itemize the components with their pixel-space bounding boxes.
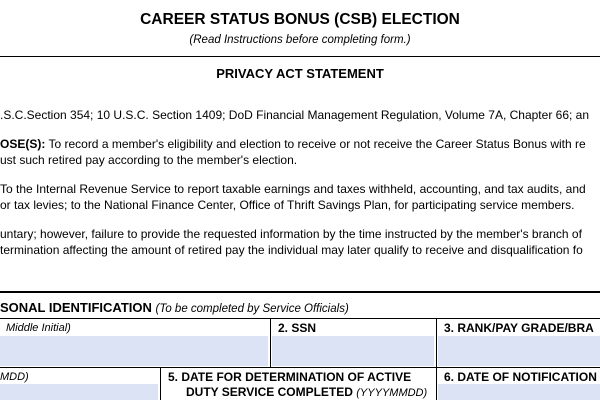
routine-uses-line-2: or tax levies; to the National Finance Center, Office of Thrift Savings Plan, for participating service members. <box>0 198 575 212</box>
ssn-field-label: 2. SSN <box>278 321 317 335</box>
cell-divider <box>436 318 437 400</box>
section-note: (To be completed by Service Officials) <box>155 303 349 315</box>
disclosure-line-1: untary; however, failure to provide the requested information by the time instructed by the member's branch of <box>0 227 582 241</box>
section-title-text: SONAL IDENTIFICATION <box>0 300 152 315</box>
routine-uses-line-1: To the Internal Revenue Service to report taxable earnings and taxes withheld, accounting, and tax audits, and <box>0 182 586 196</box>
notification-date-label: 6. DATE OF NOTIFICATION <box>444 370 597 384</box>
date-input[interactable] <box>0 384 158 400</box>
purpose-label: OSE(S): <box>0 137 46 151</box>
privacy-act-heading: PRIVACY ACT STATEMENT <box>216 66 384 81</box>
form-subtitle: (Read Instructions before completing form.) <box>189 34 411 46</box>
authority-text: .S.C.Section 354; 10 U.S.C. Section 1409; DoD Financial Management Regulation, Volume 7A, Chapter 66; an <box>0 108 590 122</box>
active-duty-label: 5. DATE FOR DETERMINATION OF ACTIVE <box>168 370 412 384</box>
name-field-label: Middle Initial) <box>6 322 71 334</box>
date-format-hint: (YYYYMMDD) <box>356 387 428 399</box>
section-title <box>0 300 349 315</box>
rank-input[interactable] <box>438 336 600 366</box>
purpose-text: To record a member's eligibility and election to receive or not receive the Career Status Bonus with re <box>45 137 586 151</box>
active-duty-label-line-2 <box>186 385 427 399</box>
date-field-label: MDD) <box>0 371 29 383</box>
rank-field-label: 3. RANK/PAY GRADE/BRA <box>444 321 594 335</box>
purpose-line-2: ust such retired pay according to the member's election. <box>0 153 298 167</box>
form-title: CAREER STATUS BONUS (CSB) ELECTION <box>140 11 460 28</box>
table-top-border <box>0 318 600 319</box>
active-duty-label-text: DUTY SERVICE COMPLETED <box>186 385 353 399</box>
disclosure-line-2: termination affecting the amount of retired pay the individual may later qualify to receive and disqualification fo <box>0 243 583 257</box>
cell-divider <box>270 318 271 367</box>
cell-divider <box>160 367 161 400</box>
ssn-input[interactable] <box>272 336 434 366</box>
section-divider <box>0 291 600 293</box>
notification-date-input[interactable] <box>438 384 600 400</box>
table-row-border <box>0 367 600 368</box>
name-input[interactable] <box>0 336 268 366</box>
purpose-line-1 <box>0 137 586 151</box>
divider <box>0 56 600 57</box>
